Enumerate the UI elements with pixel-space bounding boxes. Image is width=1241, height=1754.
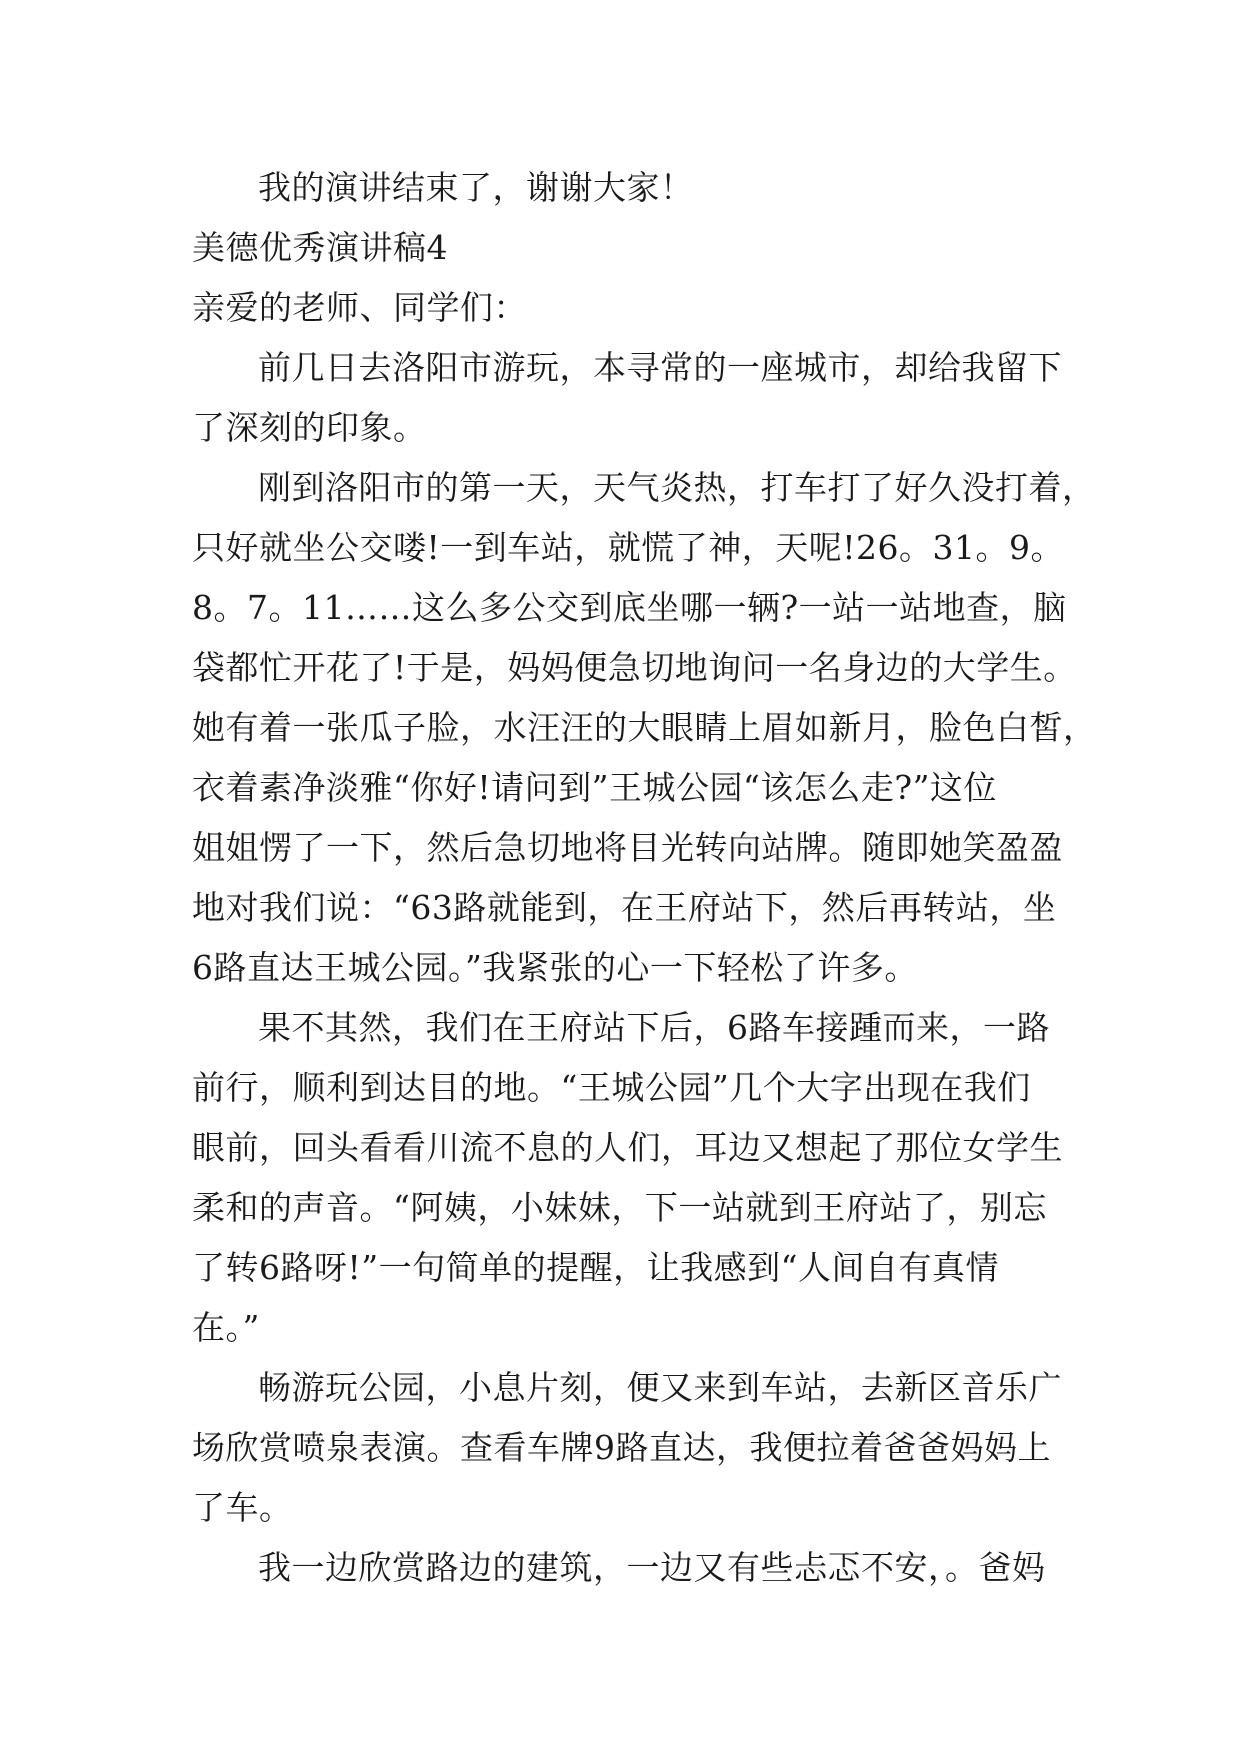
document-body [192,158,1097,1598]
paragraph-line: 了深刻的印象。 [192,408,427,447]
paragraph-line: 衣着素净淡雅“你好!请问到”王城公园“该怎么走?”这位 [192,768,997,807]
paragraph-line: 只好就坐公交喽!一到车站，就慌了神，天呢!26。31。9。 [192,528,1065,567]
paragraph-line: 地对我们说：“63路就能到，在王府站下，然后再转站，坐 [192,888,1057,927]
paragraph-line: 果不其然，我们在王府站下后，6路车接踵而来，一路 [258,1008,1050,1047]
paragraph-line: 柔和的声音。“阿姨，小妹妹，下一站就到王府站了，别忘 [192,1188,1047,1227]
paragraph-line: 了转6路呀!”一句简单的提醒，让我感到“人间自有真情 [192,1248,999,1287]
paragraph-line: 刚到洛阳市的第一天，天气炎热，打车打了好久没打着， [258,468,1096,507]
paragraph-line: 畅游玩公园，小息片刻，便又来到车站，去新区音乐广 [258,1368,1062,1407]
closing-line: 我的演讲结束了，谢谢大家！ [258,168,694,207]
paragraph-line: 场欣赏喷泉表演。查看车牌9路直达，我便拉着爸爸妈妈上 [192,1428,1051,1467]
paragraph-line: 前几日去洛阳市游玩，本寻常的一座城市，却给我留下 [258,348,1062,387]
section-title: 美德优秀演讲稿4 [192,228,448,267]
salutation: 亲爱的老师、同学们： [192,288,527,327]
paragraph-line: 前行，顺利到达目的地。“王城公园”几个大字出现在我们 [192,1068,1031,1107]
paragraph-line: 了车。 [192,1488,293,1527]
paragraph-line: 我一边欣赏路边的建筑，一边又有些忐忑不安，。爸妈 [258,1548,1046,1587]
paragraph-line: 眼前，回头看看川流不息的人们，耳边又想起了那位女学生 [192,1128,1063,1167]
paragraph-line: 8。7。11……这么多公交到底坐哪一辆?一站一站地查，脑 [192,588,1067,627]
paragraph-line: 姐姐愣了一下，然后急切地将目光转向站牌。随即她笑盈盈 [192,828,1063,867]
paragraph-line: 6路直达王城公园。”我紧张的心一下轻松了许多。 [192,948,918,987]
paragraph-line: 袋都忙开花了!于是，妈妈便急切地询问一名身边的大学生。 [192,648,1077,687]
paragraph-line: 她有着一张瓜子脸，水汪汪的大眼睛上眉如新月，脸色白皙， [192,708,1097,747]
paragraph-line: 在。” [192,1308,260,1347]
